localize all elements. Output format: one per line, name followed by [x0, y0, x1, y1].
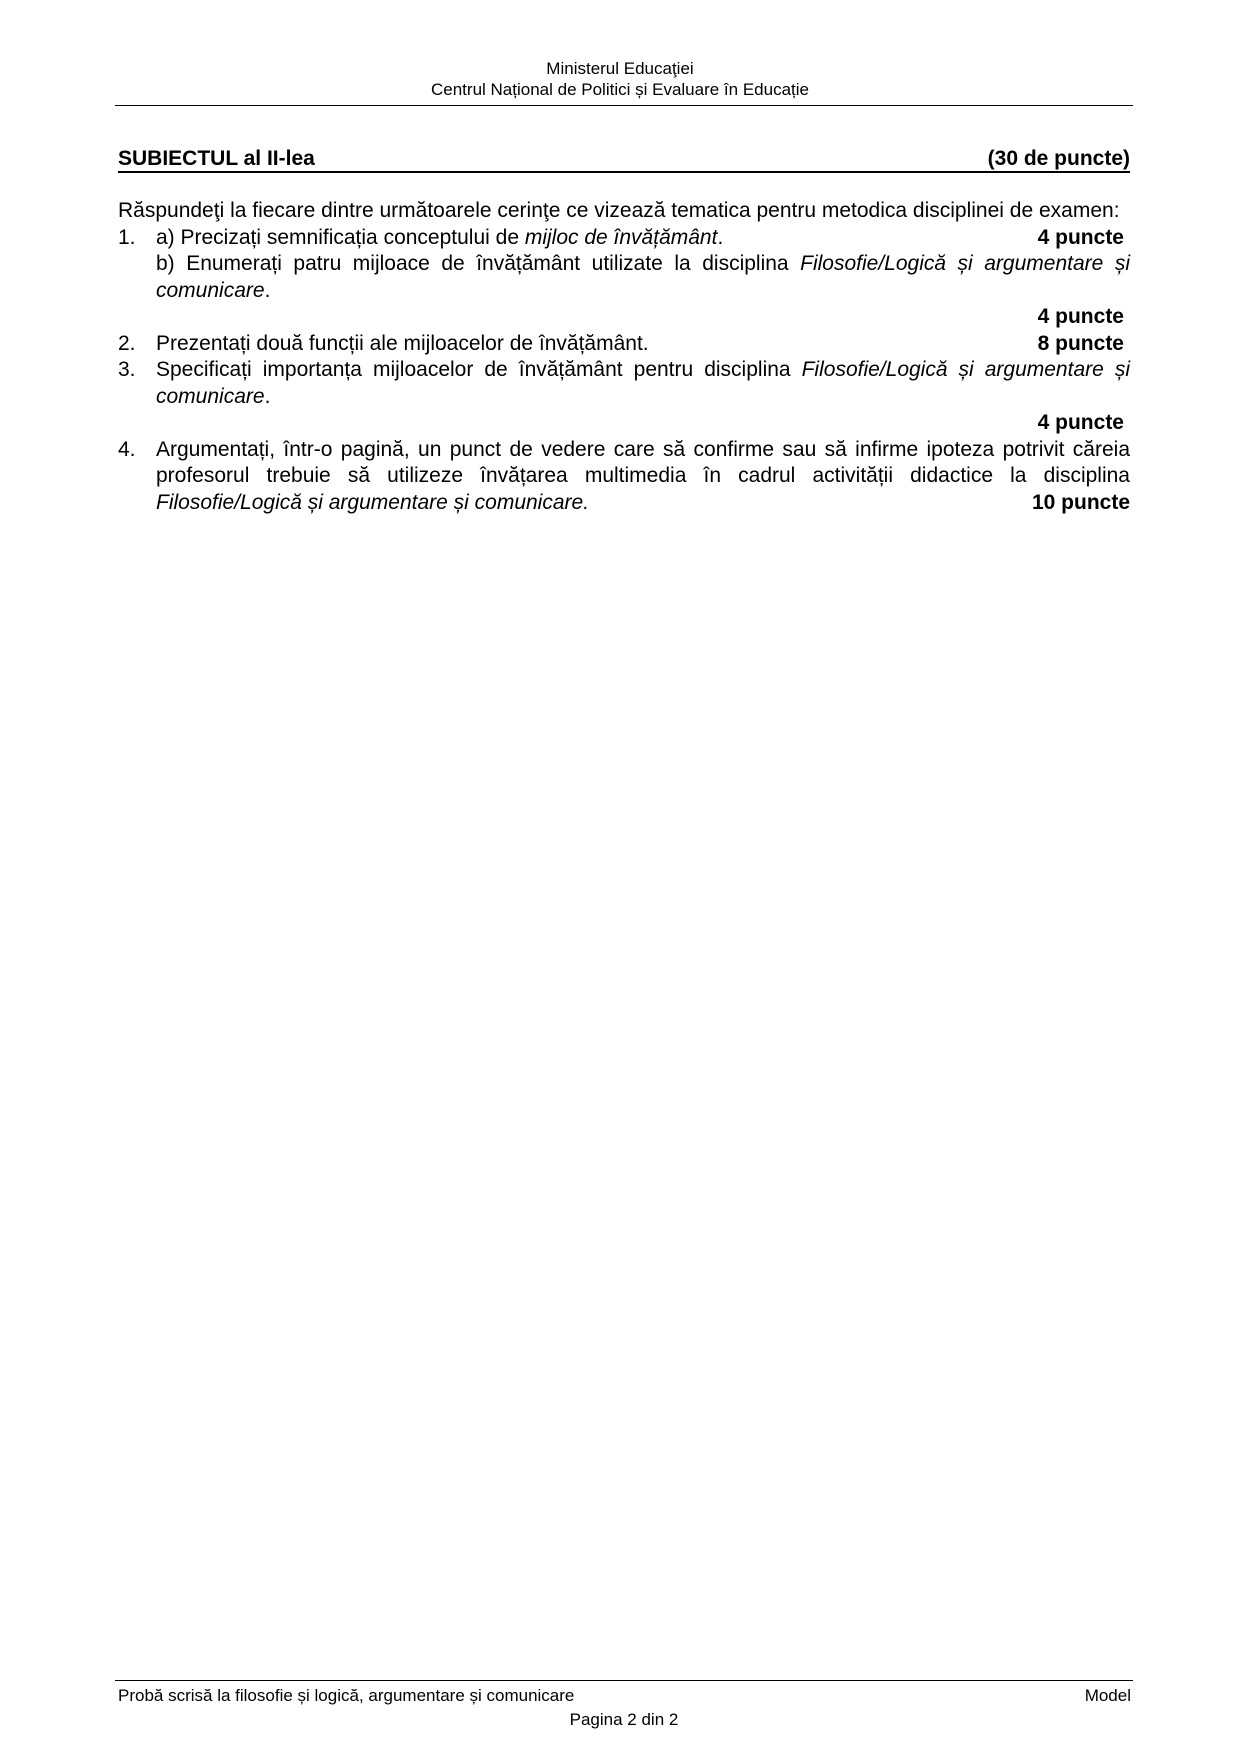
- question-4: [118, 437, 1130, 517]
- question-text: Argumentați, într-o pagină, un punct de vedere care să confirme sau să infirme ipoteza potrivit căreia profesorul trebuie să utilizeze învățarea multimedia în cadrul activității didactice la disciplina: [156, 437, 1130, 487]
- question-number: 4.: [118, 437, 136, 461]
- question-1b: [156, 251, 1130, 331]
- question-points: 8 puncte: [1037, 331, 1124, 355]
- footer-divider: [115, 1680, 1133, 1681]
- center-name: Centrul Național de Politici și Evaluare în Educație: [431, 80, 809, 99]
- question-emphasis: Filosofie/Logică și argumentare și comunicare: [156, 252, 1130, 302]
- question-1a: [156, 225, 1130, 252]
- question-points: 10 puncte: [1031, 490, 1130, 514]
- question-number: 1.: [118, 225, 136, 249]
- question-3: [118, 357, 1130, 437]
- question-text: Prezentați două funcții ale mijloacelor de învățământ.: [156, 331, 649, 355]
- question-points: 4 puncte: [1037, 411, 1124, 434]
- page-number: Pagina 2 din 2: [569, 1710, 679, 1729]
- subject-heading: [118, 146, 1130, 173]
- subject-points: (30 de puncte): [987, 147, 1130, 170]
- question-end: .: [264, 278, 271, 302]
- question-end: .: [717, 225, 724, 249]
- question-number: 2.: [118, 331, 136, 355]
- question-emphasis: Filosofie/Logică și argumentare și comunicare.: [156, 490, 590, 514]
- page-header: [115, 58, 1125, 100]
- question-text: a) Precizați semnificația conceptului de: [156, 225, 525, 249]
- question-2: [118, 331, 1130, 358]
- question-text: b) Enumerați patru mijloace de învățământ utilizate la disciplina: [156, 252, 801, 275]
- question-number: 3.: [118, 358, 136, 381]
- question-emphasis: mijloc de învățământ: [524, 225, 718, 249]
- question-emphasis: Filosofie/Logică și argumentare și comunicare: [156, 358, 1130, 408]
- question-1: [118, 225, 1130, 331]
- question-points: 4 puncte: [1037, 305, 1124, 328]
- questions-section: [118, 198, 1130, 516]
- header-divider: [115, 105, 1133, 106]
- footer-model-label: Model: [1084, 1686, 1131, 1705]
- instructions: Răspundeţi la fiecare dintre următoarele cerinţe ce vizează tematica pentru metodica disciplinei de examen:: [118, 199, 1120, 222]
- question-text: Specificați importanța mijloacelor de învățământ pentru disciplina: [156, 358, 802, 381]
- footer-exam-name: Probă scrisă la filosofie și logică, argumentare și comunicare: [118, 1686, 575, 1705]
- subject-title: SUBIECTUL al II-lea: [118, 147, 315, 170]
- question-end: .: [264, 384, 271, 408]
- question-points: 4 puncte: [1037, 225, 1124, 249]
- ministry-name: Ministerul Educaţiei: [546, 59, 694, 78]
